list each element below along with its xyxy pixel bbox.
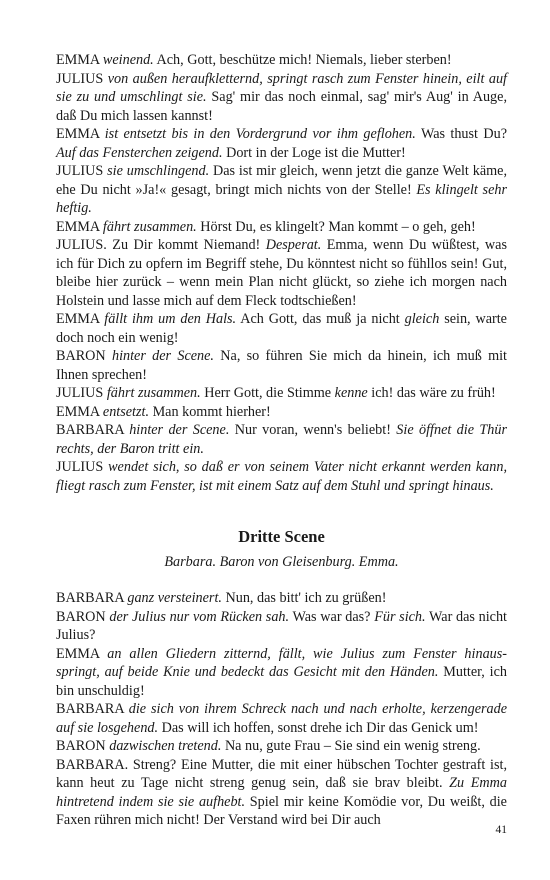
dialogue-paragraph bbox=[56, 608, 507, 645]
spoken-text: Was war das? bbox=[289, 608, 375, 625]
spoken-text: Dort in der Loge ist die Mutter! bbox=[222, 144, 406, 161]
spoken-text: EMMA bbox=[56, 52, 103, 68]
spoken-text: BARON bbox=[56, 608, 110, 625]
stage-direction: fährt zusammen. bbox=[102, 218, 197, 235]
dialogue-block-bottom bbox=[56, 589, 507, 830]
spoken-text: Na, so führen Sie mich da hinein, ich muß mit Ihnen sprechen! bbox=[56, 348, 507, 383]
stage-direction: fällt ihm um den Hals. bbox=[104, 311, 237, 327]
stage-direction: von außen heraufkletternd, springt rasch zum Fenster hinein, eilt auf sie zu und umschlingt sie. bbox=[56, 70, 507, 105]
spoken-text: BARBARA. Streng? Eine Mutter, die mit einer hübschen Tochter gestraft ist, kann heut zu Tage nicht streng genug sein, daß sie brav bleibt. bbox=[56, 756, 507, 791]
dialogue-paragraph bbox=[56, 700, 507, 737]
dialogue-paragraph bbox=[56, 347, 507, 384]
spoken-text: Na nu, gute Frau – Sie sind ein wenig streng. bbox=[221, 738, 481, 754]
stage-direction: Es klingelt sehr heftig. bbox=[56, 181, 507, 216]
stage-direction: ist entsetzt bis in den Vordergrund vor ihm geflohen. bbox=[104, 126, 416, 142]
spoken-text: JULIUS. Zu Dir kommt Niemand! bbox=[56, 237, 266, 253]
dialogue-paragraph bbox=[56, 384, 507, 403]
dialogue-paragraph bbox=[56, 310, 507, 347]
spoken-text: Spiel mir keine Komödie vor, Du weißt, die Faxen rühren mich nicht! Der Verstand wird bei Dir auch bbox=[56, 793, 507, 828]
spoken-text: BARON bbox=[56, 738, 110, 754]
dialogue-paragraph bbox=[56, 756, 507, 830]
spoken-text: Nur voran, wenn's beliebt! bbox=[229, 422, 397, 438]
stage-direction: kenne bbox=[334, 385, 368, 401]
stage-direction: sie umschlingend. bbox=[107, 163, 210, 179]
spoken-text: JULIUS bbox=[56, 459, 109, 475]
dialogue-paragraph bbox=[56, 589, 507, 608]
stage-direction: Zu Emma hintretend indem sie sie aufhebt. bbox=[56, 775, 507, 810]
dialogue-paragraph bbox=[56, 218, 507, 237]
cast-list: Barbara. Baron von Gleisenburg. Emma. bbox=[164, 554, 399, 570]
spoken-text: Sag' mir das noch einmal, sag' mir's Aug' in Auge, daß Du mich lassen kannst! bbox=[56, 89, 507, 124]
stage-direction: die sich von ihrem Schreck nach und nach erholte, kerzengerade auf sie losgehend. bbox=[56, 701, 507, 736]
spoken-text: War das nicht Julius? bbox=[56, 608, 507, 643]
dialogue-paragraph bbox=[56, 236, 507, 310]
stage-direction: wendet sich, so daß er von seinem Vater nicht erkannt werden kann, fliegt rasch zum Fenster, ist mit einem Satz auf dem Stuhl und springt hinaus. bbox=[56, 459, 508, 494]
stage-direction: ganz versteinert. bbox=[127, 590, 222, 606]
stage-direction: Auf das Fensterchen zeigend. bbox=[56, 144, 223, 161]
stage-direction: hinter der Scene. bbox=[111, 348, 214, 364]
spoken-text: Das ist mir gleich, wenn jetzt die ganze Welt käme, ehe Du nicht »Ja!« gesagt, bringt mich nichts von der Stelle! bbox=[56, 163, 507, 198]
stage-direction: hinter der Scene. bbox=[129, 422, 230, 438]
dialogue-block-top bbox=[56, 51, 507, 495]
dialogue-paragraph bbox=[56, 737, 507, 756]
stage-direction: fährt zusammen. bbox=[106, 385, 201, 401]
spoken-text: EMMA bbox=[56, 311, 105, 327]
stage-direction: der Julius nur vom Rücken sah. bbox=[109, 608, 290, 625]
spoken-text: JULIUS bbox=[56, 70, 108, 87]
spoken-text: Ach Gott, das muß ja nicht bbox=[236, 311, 405, 327]
stage-direction: an allen Gliedern zitternd, fällt, wie Julius zum Fenster hinaus-springt, auf beide Knie und bedeckt das Gesicht mit den Händen. bbox=[56, 645, 507, 680]
spoken-text: Was thust Du? bbox=[415, 126, 507, 142]
stage-direction: gleich bbox=[404, 311, 440, 327]
dialogue-paragraph bbox=[56, 51, 507, 70]
dialogue-paragraph bbox=[56, 645, 507, 701]
spoken-text: Das will ich hoffen, sonst drehe ich Dir das Genick um! bbox=[158, 719, 479, 736]
spoken-text: JULIUS bbox=[56, 385, 107, 401]
page-number: 41 bbox=[495, 824, 507, 836]
spoken-text: Herr Gott, die Stimme bbox=[200, 385, 335, 401]
spoken-text: Nun, das bitt' ich zu grüßen! bbox=[221, 590, 387, 606]
stage-direction: entsetzt. bbox=[102, 403, 150, 420]
stage-direction: Sie öffnet die Thür rechts, der Baron tritt ein. bbox=[56, 422, 507, 457]
dialogue-paragraph bbox=[56, 162, 507, 218]
stage-direction: Desperat. bbox=[265, 237, 322, 253]
spoken-text: EMMA bbox=[56, 403, 103, 420]
spoken-text: BARBARA bbox=[56, 422, 130, 438]
spoken-text: EMMA bbox=[56, 218, 103, 235]
spoken-text: BARON bbox=[56, 348, 112, 364]
dialogue-paragraph bbox=[56, 70, 507, 126]
spoken-text: Emma, wenn Du wüßtest, was ich für Dich zu opfern im Begriff stehe, Du könntest nicht so fühllos sein! Gut, bleibe hier zurück – wenn mein Plan nicht glückt, so ziehe ich morgen nach Holstein und lasse mich auf dem Fleck todtschießen! bbox=[56, 237, 507, 309]
spoken-text: EMMA bbox=[56, 645, 108, 662]
spoken-text: sein, warte doch noch ein wenig! bbox=[56, 311, 507, 346]
dialogue-paragraph bbox=[56, 458, 507, 495]
spoken-text: Hörst Du, es klingelt? Man kommt – o geh, geh! bbox=[196, 218, 476, 235]
spoken-text: ich! das wäre zu früh! bbox=[367, 385, 496, 401]
dialogue-paragraph bbox=[56, 421, 507, 458]
spoken-text: JULIUS bbox=[56, 163, 108, 179]
scene-heading: Dritte Scene bbox=[238, 527, 325, 546]
dialogue-paragraph bbox=[56, 125, 507, 162]
stage-direction: weinend. bbox=[102, 52, 154, 68]
stage-direction: Für sich. bbox=[374, 608, 426, 625]
spoken-text: EMMA bbox=[56, 126, 105, 142]
spoken-text: BARBARA bbox=[56, 590, 128, 606]
spoken-text: BARBARA bbox=[56, 701, 129, 717]
stage-direction: dazwischen tretend. bbox=[109, 738, 222, 754]
dialogue-paragraph bbox=[56, 403, 507, 422]
spoken-text: Mutter, ich bin unschuldig! bbox=[56, 664, 507, 699]
spoken-text: Man kommt hierher! bbox=[149, 403, 271, 420]
spoken-text: Ach, Gott, beschütze mich! Niemals, lieber sterben! bbox=[153, 52, 452, 68]
